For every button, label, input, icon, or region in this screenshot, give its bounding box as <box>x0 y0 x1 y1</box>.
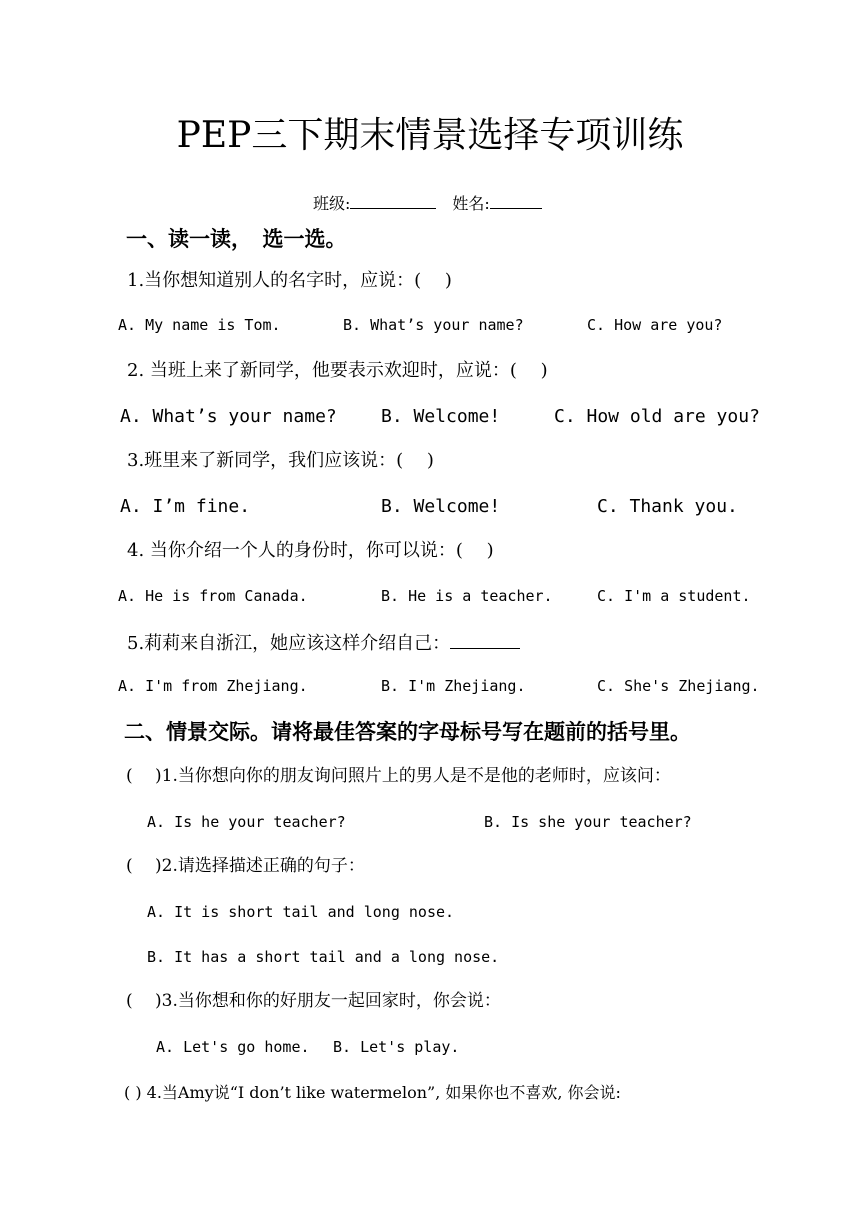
s1-q1-option-a: A. My name is Tom. <box>118 316 281 334</box>
s1-q2-option-a: A. What’s your name? <box>120 406 337 427</box>
s1-q1-stem: 1.当你想知道别人的名字时，应说：( ) <box>127 270 452 291</box>
s1-q5-option-c: C. She's Zhejiang. <box>597 677 760 695</box>
s1-q3-option-a: A. I’m fine. <box>120 496 251 517</box>
section1-heading: 一、读一读， 选一选。 <box>126 226 347 251</box>
s2-q3-option-b: B. Let's play. <box>333 1038 460 1056</box>
s2-q3-option-a: A. Let's go home. <box>156 1038 310 1056</box>
s2-q1-option-b: B. Is she your teacher? <box>484 813 692 831</box>
name-label: 姓名: <box>452 194 490 213</box>
s2-q1-stem: ( )1.当你想向你的朋友询问照片上的男人是不是他的老师时，应该问： <box>126 766 671 786</box>
s1-q5-answer-blank[interactable] <box>450 632 520 649</box>
s1-q2-stem: 2. 当班上来了新同学，他要表示欢迎时，应说：( ) <box>127 360 548 381</box>
s2-q2-option-b: B. It has a short tail and a long nose. <box>147 948 500 966</box>
s1-q5-stem-text: 5.莉莉来自浙江，她应该这样介绍自己： <box>127 633 451 654</box>
page-title: PEP三下期末情景选择专项训练 <box>176 115 684 156</box>
s2-q2-stem: ( )2.请选择描述正确的句子： <box>126 856 365 876</box>
s1-q5-stem <box>127 632 520 653</box>
s1-q4-option-c: C. I'm a student. <box>597 587 751 605</box>
s1-q4-option-a: A. He is from Canada. <box>118 587 308 605</box>
s1-q4-stem: 4. 当你介绍一个人的身份时，你可以说：( ) <box>127 540 494 561</box>
s2-q1-option-a: A. Is he your teacher? <box>147 813 346 831</box>
class-label: 班级: <box>313 194 351 213</box>
s1-q1-option-c: C. How are you? <box>587 316 723 334</box>
class-blank[interactable] <box>350 194 436 209</box>
s1-q5-option-a: A. I'm from Zhejiang. <box>118 677 308 695</box>
s1-q2-option-b: B. Welcome! <box>381 406 501 427</box>
s1-q1-option-b: B. What’s your name? <box>343 316 524 334</box>
s1-q4-option-b: B. He is a teacher. <box>381 587 553 605</box>
s2-q3-stem: ( )3.当你想和你的好朋友一起回家时，你会说： <box>126 991 501 1011</box>
s2-q2-option-a: A. It is short tail and long nose. <box>147 903 455 921</box>
s1-q5-option-b: B. I'm Zhejiang. <box>381 677 526 695</box>
s1-q3-option-c: C. Thank you. <box>597 496 738 517</box>
name-blank[interactable] <box>490 194 542 209</box>
s1-q3-option-b: B. Welcome! <box>381 496 501 517</box>
s1-q3-stem: 3.班里来了新同学，我们应该说：( ) <box>127 450 434 471</box>
section2-heading: 二、情景交际。请将最佳答案的字母标号写在题前的括号里。 <box>124 719 691 744</box>
s2-q4-stem: ( ) 4.当Amy说“I don’t like watermelon”, 如果你也不喜欢, 你会说: <box>124 1083 621 1102</box>
student-info-line <box>313 194 542 212</box>
s1-q2-option-c: C. How old are you? <box>554 406 760 427</box>
